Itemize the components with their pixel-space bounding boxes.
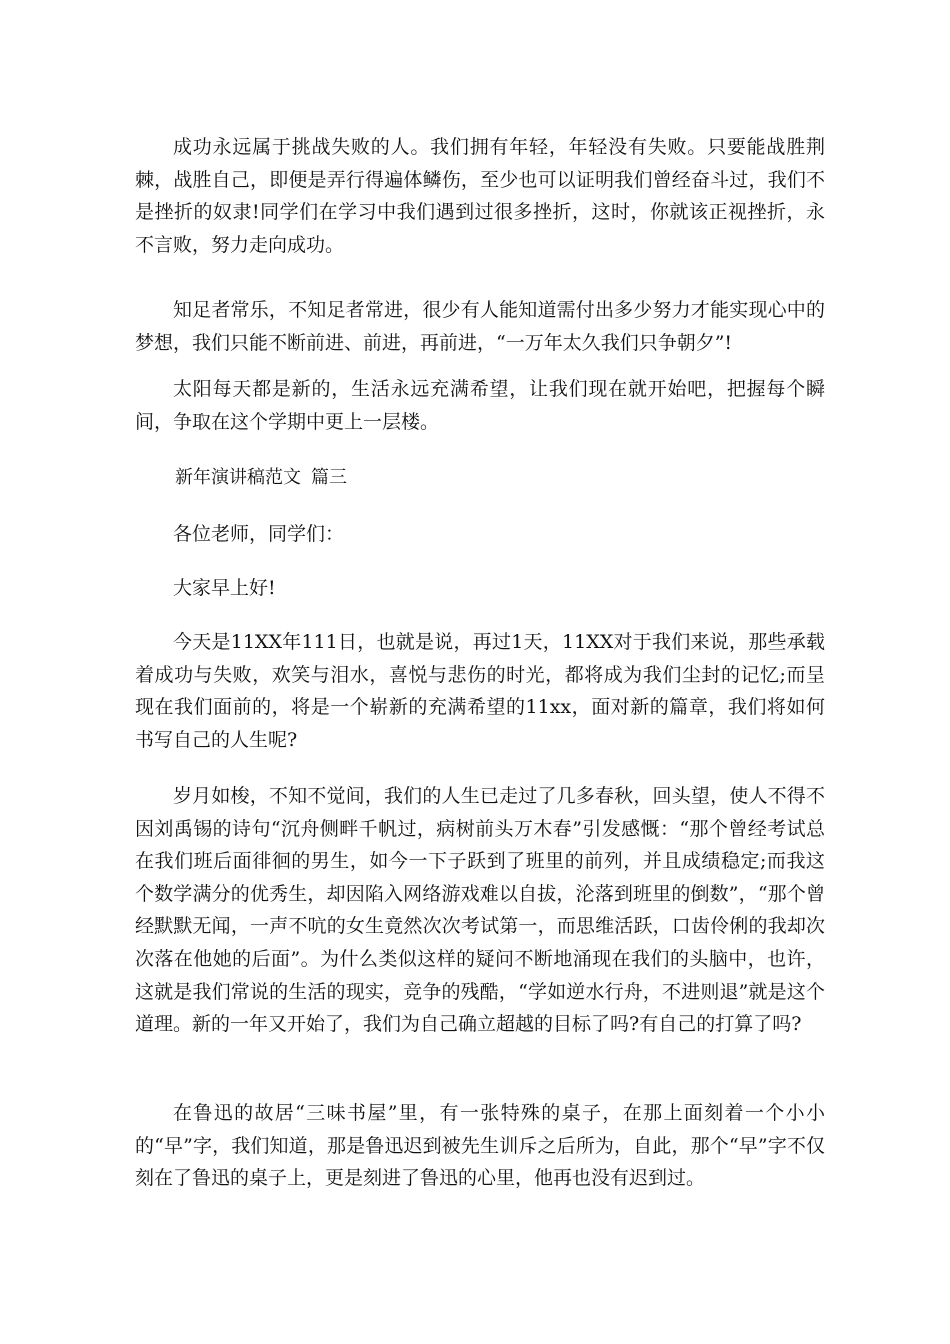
paragraph-sun: 太阳每天都是新的，生活永远充满希望，让我们现在就开始吧，把握每个瞬间，争取在这个学期中更上一层楼。 <box>135 378 825 433</box>
greeting: 大家早上好! <box>173 577 276 599</box>
paragraph-today: 今天是11XX年111日，也就是说，再过1天，11XX对于我们来说，那些承载着成功与失败，欢笑与泪水，喜悦与悲伤的时光，都将成为我们尘封的记忆;而呈现在我们面前的，将是一个崭新的充满希望的11xx，面对新的篇章，我们将如何书写自己的人生呢? <box>135 631 825 751</box>
section-title: 新年演讲稿范文 <box>175 467 301 488</box>
paragraph-success: 成功永远属于挑战失败的人。我们拥有年轻，年轻没有失败。只要能战胜荆棘，战胜自己，即便是弄行得遍体鳞伤，至少也可以证明我们曾经奋斗过，我们不是挫折的奴隶!同学们在学习中我们遇到过很多挫折，这时，你就该正视挫折，永不言败，努力走向成功。 <box>135 136 825 256</box>
paragraph-years: 岁月如梭，不知不觉间，我们的人生已走过了几多春秋，回头望，使人不得不因刘禹锡的诗句“沉舟侧畔千帆过，病树前头万木春”引发感慨：“那个曾经考试总在我们班后面徘徊的男生，如今一下子跃到了班里的前列，并且成绩稳定;而我这个数学满分的优秀生，却因陷入网络游戏难以自拔，沦落到班里的倒数”，“那个曾经默默无闻，一声不吭的女生竟然次次考试第一，而思维活跃，口齿伶俐的我却次次落在他她的后面”。为什么类似这样的疑问不断地涌现在我们的头脑中，也许，这就是我们常说的生活的现实，竞争的残酷，“学如逆水行舟，不进则退”就是这个道理。新的一年又开始了，我们为自己确立超越的目标了吗?有自己的打算了吗? <box>135 785 825 1036</box>
salutation: 各位老师，同学们： <box>173 523 345 545</box>
section-heading <box>175 463 347 493</box>
section-part: 篇三 <box>311 467 347 488</box>
paragraph-contentment: 知足者常乐，不知足者常进，很少有人能知道需付出多少努力才能实现心中的梦想，我们只能不断前进、前进，再前进，“一万年太久我们只争朝夕”! <box>135 299 825 354</box>
paragraph-luxun: 在鲁迅的故居“三味书屋”里，有一张特殊的桌子，在那上面刻着一个小小的“早”字，我们知道，那是鲁迅迟到被先生训斥之后所为，自此，那个“早”字不仅刻在了鲁迅的桌子上，更是刻进了鲁迅的心里，他再也没有迟到过。 <box>135 1102 825 1190</box>
